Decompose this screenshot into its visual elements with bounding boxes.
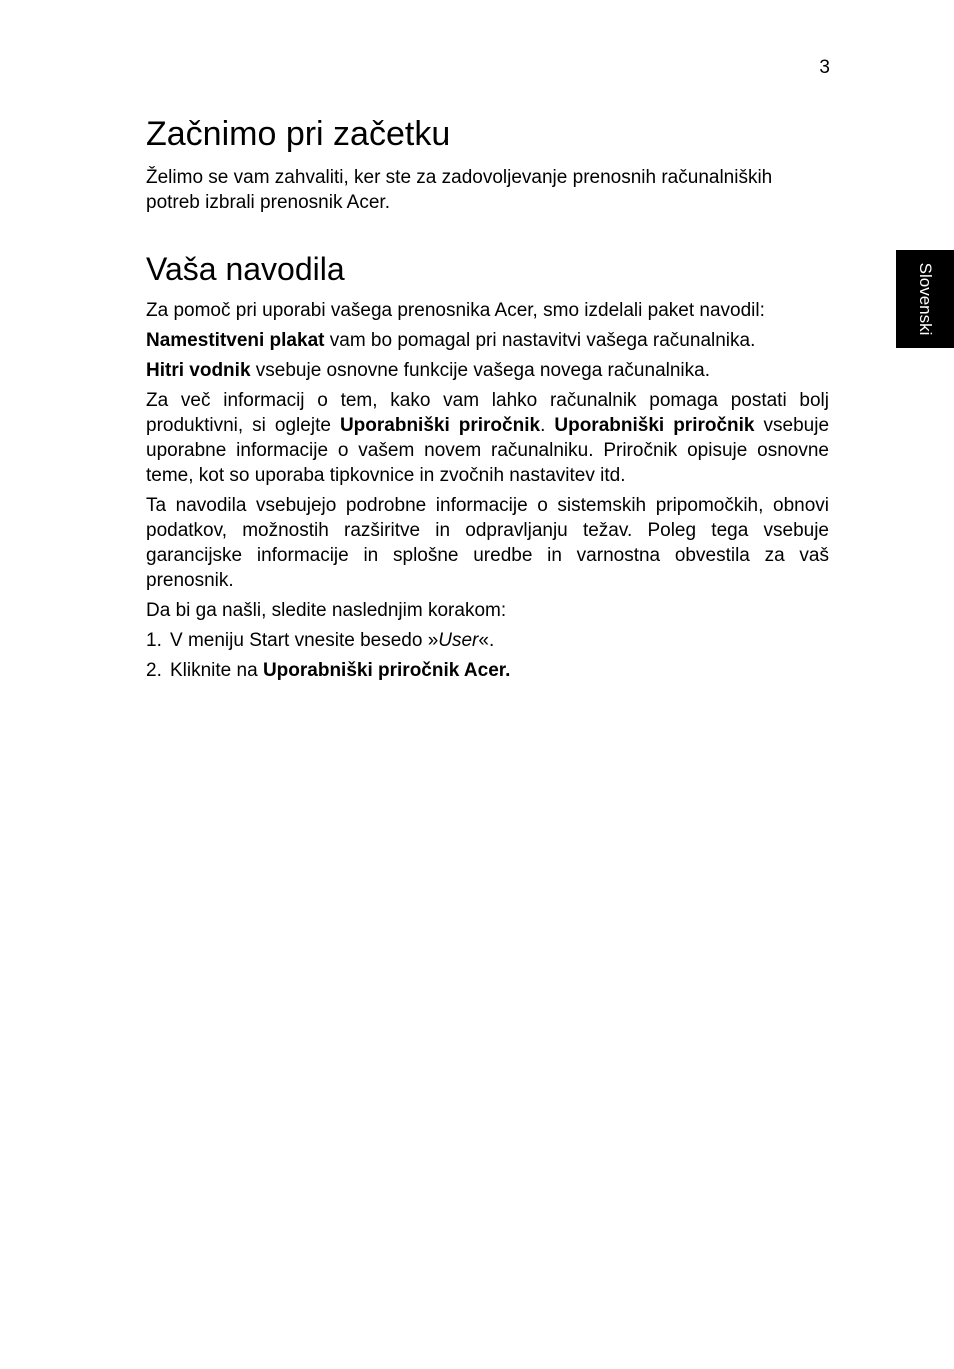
steps-list: [146, 628, 829, 683]
step-text-before: V meniju Start vnesite besedo »: [170, 630, 439, 651]
steps-intro: Da bi ga našli, sledite naslednjim korakom:: [146, 600, 507, 621]
users-manual-ref-1: Uporabniški priročnik: [339, 415, 541, 436]
users-manual-ref-2: Uporabniški priročnik: [554, 415, 755, 436]
step-item: [146, 628, 829, 653]
language-tab-label: Slovenski: [916, 262, 935, 336]
thank-you-paragraph: Želimo se vam zahvaliti, ker ste za zadovoljevanje prenosnih računalniških potreb izbrali prenosnik Acer.: [146, 167, 773, 213]
step-number: 2.: [146, 660, 162, 681]
step-number: 1.: [146, 630, 162, 651]
more-info-text-3: vsebuje uporabne informacije o vašem novem računalniku. Priročnik opisuje osnovne teme, kot so uporaba tipkovnice in zvočnih nastavitev itd.: [146, 415, 830, 486]
more-info-paragraph: [146, 388, 829, 488]
more-info-text-1: Za več informacij o tem, kako vam lahko računalnik pomaga postati bolj produktivni, si oglejte: [146, 390, 829, 436]
more-info-text-2: .: [540, 415, 555, 436]
quick-guide-text: vsebuje osnovne funkcije vašega novega računalnika.: [250, 360, 710, 381]
quick-guide-title: Hitri vodnik: [146, 360, 251, 381]
setup-poster-paragraph: [146, 328, 829, 353]
quick-guide-paragraph: [146, 358, 829, 383]
page-number: 3: [819, 57, 830, 78]
step-item: [146, 658, 829, 683]
detail-info-paragraph: Ta navodila vsebujejo podrobne informacije o sistemskih pripomočkih, obnovi podatkov, možnostih razširitve in odpravljanju težav. Poleg tega vsebuje garancijske informacije in splošne uredbe in varnostna obvestila za vaš prenosnik.: [146, 495, 829, 591]
step-target: Uporabniški priročnik Acer.: [262, 660, 511, 681]
section-heading-guides: Vaša navodila: [146, 251, 345, 287]
guides-intro: Za pomoč pri uporabi vašega prenosnika Acer, smo izdelali paket navodil:: [146, 300, 765, 321]
language-tab: [896, 250, 954, 348]
setup-poster-title: Namestitveni plakat: [146, 330, 325, 351]
section-heading-getting-started: Začnimo pri začetku: [146, 115, 451, 153]
step-text-before: Kliknite na: [170, 660, 263, 681]
step-text-after: «.: [478, 630, 495, 651]
page-content: [146, 113, 829, 688]
setup-poster-text: vam bo pomagal pri nastavitvi vašega računalnika.: [324, 330, 756, 351]
step-keyword: User: [438, 630, 479, 651]
